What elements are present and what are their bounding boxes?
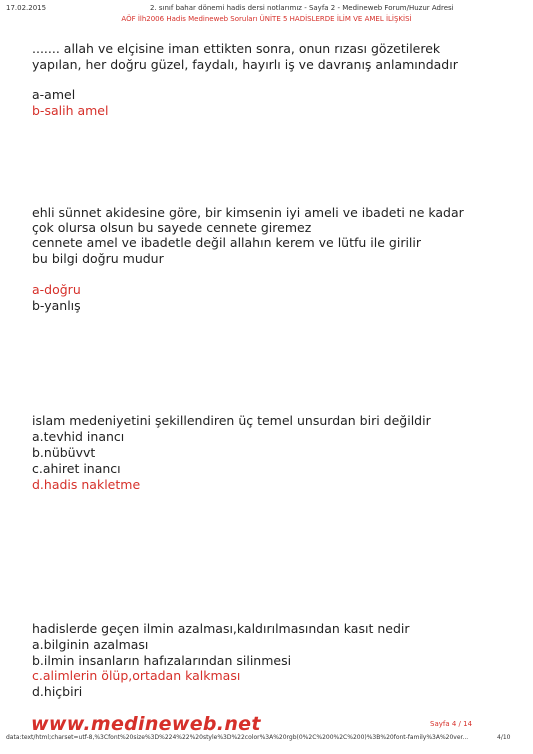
answer-option: a.bilginin azalması	[32, 637, 149, 652]
answer-option-correct: d.hadis nakletme	[32, 477, 141, 492]
answer-option: b.ilmin insanların hafızalarından silinmesi	[32, 653, 292, 668]
answer-option-correct: a-doğru	[32, 282, 81, 297]
question-text-line: ....... allah ve elçisine iman ettikten sonra, onun rızası gözetilerek	[32, 41, 441, 56]
question-text-line: yapılan, her doğru güzel, faydalı, hayırlı iş ve davranış anlamındadır	[32, 57, 458, 72]
answer-option: b-yanlış	[32, 298, 81, 313]
question-text-line: ehli sünnet akidesine göre, bir kimsenin iyi ameli ve ibadeti ne kadar	[32, 205, 464, 220]
answer-option: b.nübüvvt	[32, 445, 96, 460]
footer-page-number: 4/10	[497, 734, 511, 741]
question-text-line: çok olursa olsun bu sayede cennete giremez	[32, 220, 312, 235]
answer-option: c.ahiret inancı	[32, 461, 121, 476]
site-logo: www.medineweb.net	[31, 713, 261, 735]
answer-option: a-amel	[32, 87, 76, 102]
header-title: 2. sınıf bahar dönemi hadis dersi notlarımız - Sayfa 2 - Medineweb Forum/Huzur Adresi	[150, 4, 454, 12]
header-subtitle: AÖF İlh2006 Hadis Medineweb Soruları ÜNİTE 5 HADİSLERDE İLİM VE AMEL İLİŞKİSİ	[121, 15, 412, 23]
page-label: Sayfa 4 / 14	[430, 720, 473, 728]
header-date: 17.02.2015	[6, 4, 47, 12]
answer-option: a.tevhid inancı	[32, 429, 125, 444]
question-text-line: hadislerde geçen ilmin azalması,kaldırılmasından kasıt nedir	[32, 621, 410, 636]
answer-option-correct: c.alimlerin ölüp,ortadan kalkması	[32, 668, 241, 683]
answer-option-correct: b-salih amel	[32, 103, 109, 118]
footer-url: data:text/html;charset=utf-8,%3Cfont%20size%3D%224%22%20style%3D%22color%3A%20rgb(0%2C%200%2C%200)%3B%20font-family%3A%20ver...	[6, 734, 469, 741]
answer-option: d.hiçbiri	[32, 684, 83, 699]
question-text-line: cennete amel ve ibadetle değil allahın kerem ve lütfu ile girilir	[32, 235, 422, 250]
question-text-line: islam medeniyetini şekillendiren üç temel unsurdan biri değildir	[32, 413, 431, 428]
question-text-line: bu bilgi doğru mudur	[32, 251, 164, 266]
